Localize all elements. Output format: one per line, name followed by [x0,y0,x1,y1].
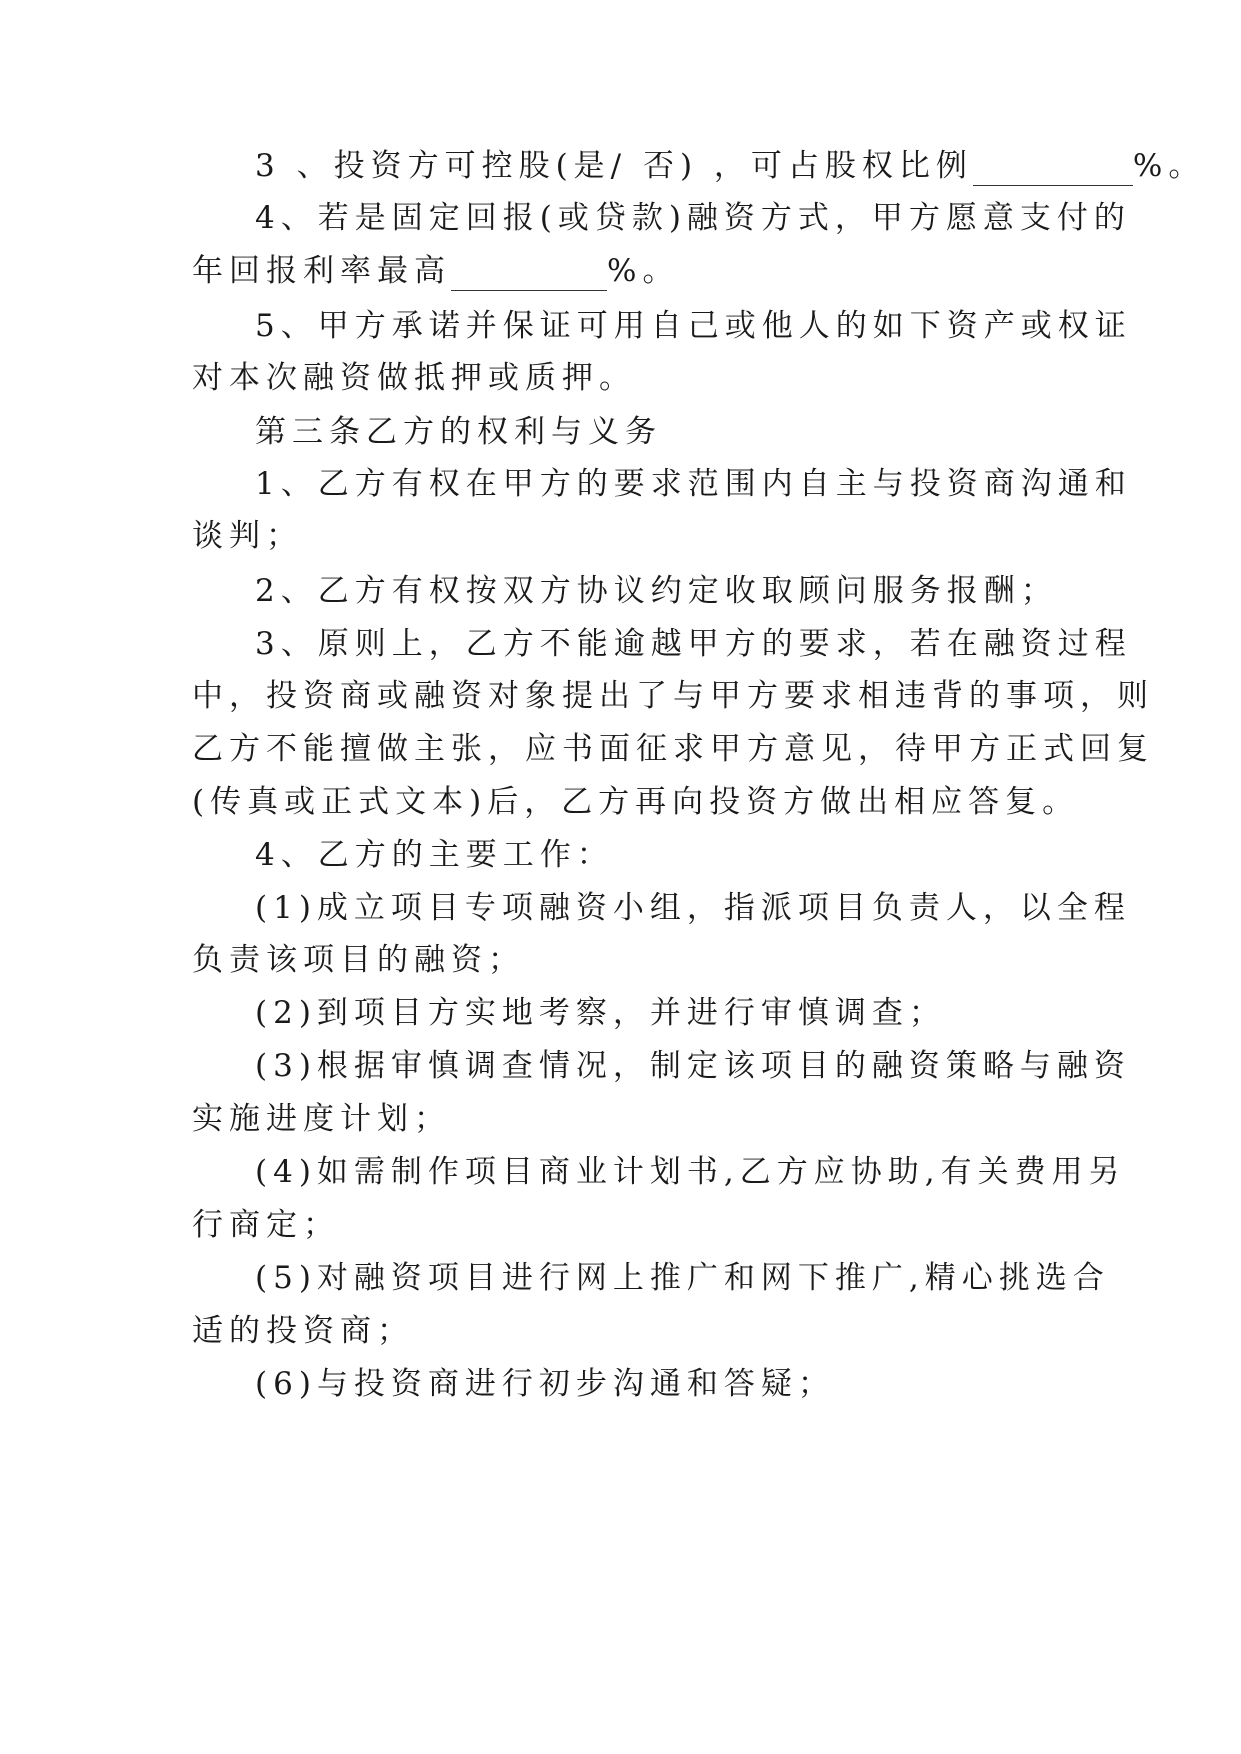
work-item-5: (5)对融资项目进行网上推广和网下推广,精心挑选合 [255,1260,1110,1296]
clause-2-item-4-cont [192,251,679,291]
item-3-text: 3 、投资方可控股(是/ 否) ，可占股权比例 [255,148,973,184]
clause-3-item-1: 1、乙方有权在甲方的要求范围内自主与投资商沟通和 [255,466,1132,502]
clause-3-item-3-cont-2: 乙方不能擅做主张，应书面征求甲方意见，待甲方正式回复 [192,731,1154,767]
work-item-5-cont: 适的投资商； [192,1313,414,1349]
clause-3-heading: 第三条乙方的权利与义务 [255,414,662,450]
work-item-1: (1)成立项目专项融资小组，指派项目负责人，以全程 [255,890,1131,926]
clause-3-item-4: 4、乙方的主要工作： [255,837,614,873]
item-4-suffix: %。 [607,253,680,289]
work-item-4: (4)如需制作项目商业计划书,乙方应协助,有关费用另 [255,1154,1126,1190]
work-item-4-cont: 行商定； [192,1207,340,1243]
work-item-3-cont: 实施进度计划； [192,1101,451,1137]
interest-rate-blank[interactable] [451,256,607,291]
clause-3-item-3-cont-3: (传真或正式文本)后，乙方再向投资方做出相应答复。 [192,784,1080,820]
clause-3-item-2: 2、乙方有权按双方协议约定收取顾问服务报酬； [255,573,1058,609]
work-item-2: (2)到项目方实地考察，并进行审慎调查； [255,995,946,1031]
clause-3-item-3: 3、原则上，乙方不能逾越甲方的要求，若在融资过程 [255,626,1132,662]
work-item-3: (3)根据审慎调查情况，制定该项目的融资策略与融资 [255,1048,1131,1084]
clause-2-item-5-cont: 对本次融资做抵押或质押。 [192,360,636,396]
clause-2-item-4: 4、若是固定回报(或贷款)融资方式，甲方愿意支付的 [255,200,1131,236]
item-3-suffix: %。 [1132,148,1206,184]
work-item-1-cont: 负责该项目的融资； [192,942,525,978]
clause-3-item-1-cont: 谈判； [192,518,303,554]
clause-2-item-3 [255,146,1205,186]
equity-ratio-blank[interactable] [973,151,1133,186]
item-4-text: 年回报利率最高 [192,253,451,289]
work-item-6: (6)与投资商进行初步沟通和答疑； [255,1366,835,1402]
clause-3-item-3-cont-1: 中，投资商或融资对象提出了与甲方要求相违背的事项，则 [192,678,1154,714]
clause-2-item-5: 5、甲方承诺并保证可用自己或他人的如下资产或权证 [255,308,1132,344]
